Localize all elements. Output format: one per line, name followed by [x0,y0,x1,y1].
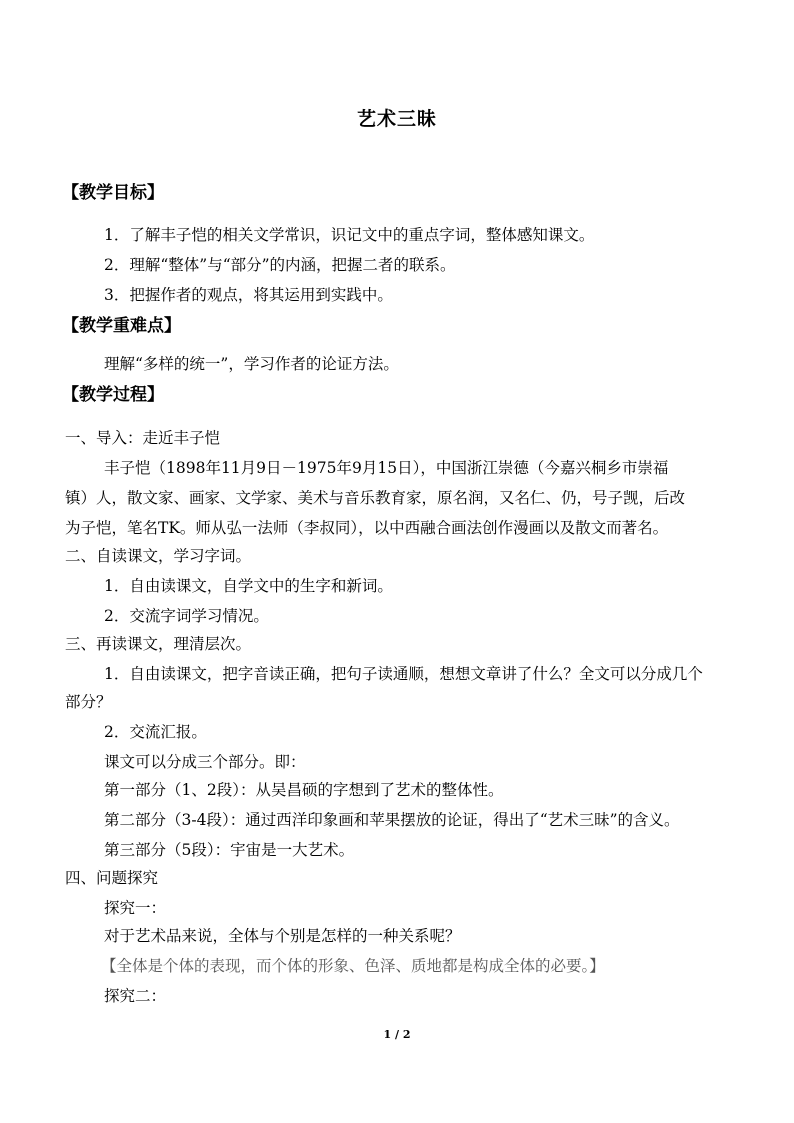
part3-part-2: 第二部分（3-4段）：通过西洋印象画和苹果摆放的论证，得出了“艺术三昧”的含义。 [104,811,680,829]
explore2-label: 探究二： [104,987,167,1005]
part2-title: 二、自读课文，学习字词。 [65,547,252,565]
part3-item-2: 2．交流汇报。 [104,723,207,741]
objectives-heading: 【教学目标】 [62,183,164,203]
objective-item-1: 1．了解丰子恺的相关文学常识，识记文中的重点字词，整体感知课文。 [104,226,595,244]
objective-item-3: 3．把握作者的观点，将其运用到实践中。 [104,286,393,304]
explore1-label: 探究一： [104,899,167,917]
key-points-heading: 【教学重难点】 [62,316,181,336]
explore1-answer: 【全体是个体的表现，而个体的形象、色泽、质地都是构成全体的必要。】 [101,957,605,975]
part2-item-2: 2．交流字词学习情况。 [104,607,269,625]
process-heading: 【教学过程】 [62,385,164,405]
part3-intro: 课文可以分成三个部分。即： [104,753,306,771]
part3-part-1: 第一部分（1、2段）：从吴昌硕的字想到了艺术的整体性。 [104,781,504,799]
part3-item1-line2: 部分？ [65,693,112,711]
part4-title: 四、问题探究 [65,869,159,887]
part3-part-3: 第三部分（5段）：宇宙是一大艺术。 [104,841,355,859]
part1-line-1: 丰子恺（1898年11月9日－1975年9月15日），中国浙江崇德（今嘉兴桐乡市崇福 [104,459,669,477]
part1-line-3: 为子恺，笔名TK。师从弘一法师（李叔同），以中西融合画法创作漫画以及散文而著名。 [65,519,669,537]
key-points-text: 理解“多样的统一”，学习作者的论证方法。 [104,355,399,373]
page-number: 1 / 2 [383,1028,411,1041]
part1-line-2: 镇）人，散文家、画家、文学家、美术与音乐教育家，原名润，又名仁、仍，号子觊，后改 [65,489,686,507]
objective-item-2: 2．理解“整体”与“部分”的内涵，把握二者的联系。 [104,256,456,274]
part3-title: 三、再读课文，理清层次。 [65,635,252,653]
explore1-question: 对于艺术品来说，全体与个别是怎样的一种关系呢？ [104,927,461,945]
part1-title: 一、导入：走近丰子恺 [65,429,221,447]
part2-item-1: 1．自由读课文，自学文中的生字和新词。 [104,577,393,595]
document-title: 艺术三昧 [356,108,437,130]
part3-item1-line1: 1．自由读课文，把字音读正确，把句子读通顺，想想文章讲了什么？全文可以分成几个 [104,665,703,683]
